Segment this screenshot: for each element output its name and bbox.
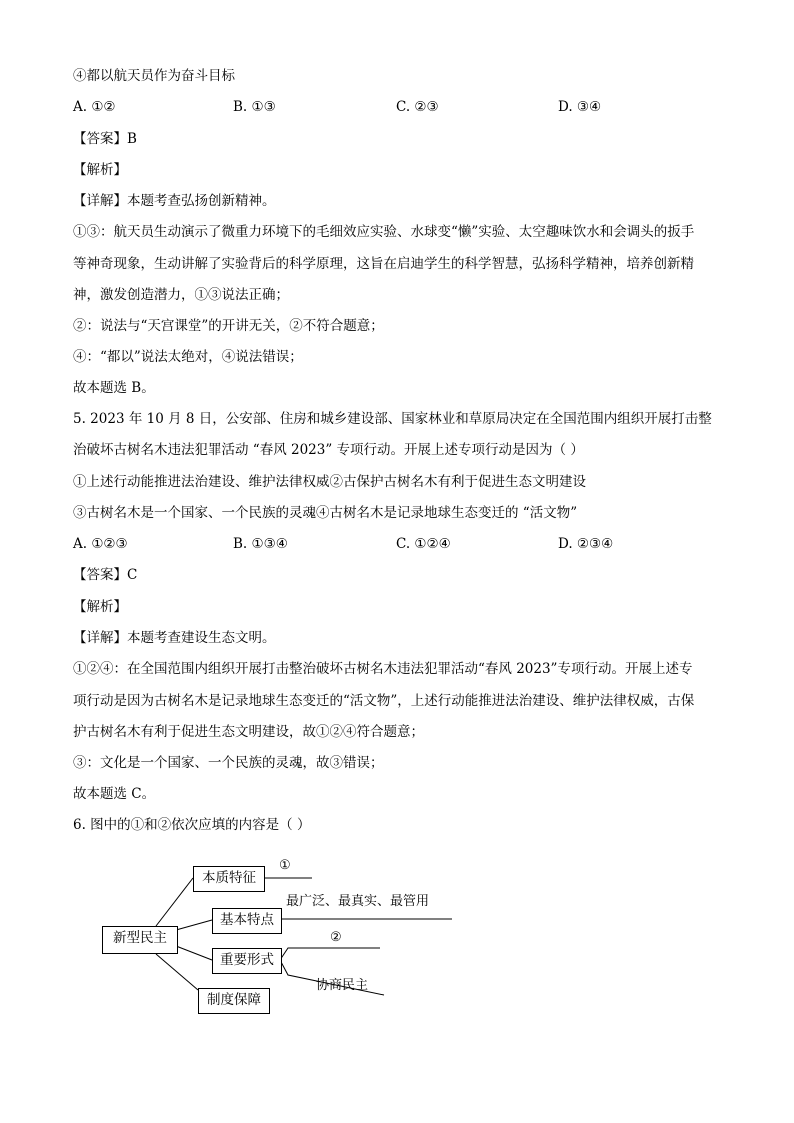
node-branch-1: 本质特征 xyxy=(193,866,265,892)
q5-option-d: D. ②③④ xyxy=(558,536,614,552)
node-branch-2: 基本特点 xyxy=(212,908,282,934)
q5-detail: 【详解】本题考查建设生态文明。 xyxy=(73,630,276,646)
node-center: 新型民主 xyxy=(102,926,178,954)
q5-statements-b: ③古树名木是一个国家、一个民族的灵魂④古树名木是记录地球生态变迁的 “活文物” xyxy=(73,505,578,521)
node-branch-4: 制度保障 xyxy=(198,988,270,1014)
q4-statement-4: ④都以航天员作为奋斗目标 xyxy=(73,68,235,84)
q4-detail: 【详解】本题考查弘扬创新精神。 xyxy=(73,193,276,209)
q5-explanation-1c: 护古树名木有利于促进生态文明建设，故①②④符合题意； xyxy=(73,724,424,740)
blank-2: ② xyxy=(330,930,342,945)
q5-stem-a: 5. 2023 年 10 月 8 日，公安部、住房和城乡建设部、国家林业和草原局决定在全国范围内组织开展打击整 xyxy=(73,411,712,427)
q5-explanation-1b: 项行动是因为古树名木是记录地球生态变迁的“活文物”，上述行动能推进法治建设、维护法律权威，古保 xyxy=(73,693,695,709)
q5-stem-b: 治破坏古树名木违法犯罪活动 “春风 2023” 专项行动。开展上述专项行动是因为（ ） xyxy=(73,442,584,458)
q4-explanation-3: ④：“都以”说法太绝对，④说法错误； xyxy=(73,349,303,365)
q5-conclusion: 故本题选 C。 xyxy=(73,786,156,802)
q4-analysis-heading: 【解析】 xyxy=(73,162,127,178)
branch-3-text: 协商民主 xyxy=(316,978,369,993)
q4-explanation-1c: 神，激发创造潜力，①③说法正确； xyxy=(73,287,289,303)
q4-option-b: B. ①③ xyxy=(233,99,276,115)
q4-option-d: D. ③④ xyxy=(558,99,602,115)
q5-option-b: B. ①③④ xyxy=(233,536,288,552)
q4-explanation-2: ②：说法与“天宫课堂”的开讲无关，②不符合题意； xyxy=(73,318,384,334)
blank-1: ① xyxy=(279,858,291,873)
q5-answer: 【答案】C xyxy=(73,567,138,583)
q6-mind-map xyxy=(98,850,458,1020)
q4-explanation-1a: ①③：航天员生动演示了微重力环境下的毛细效应实验、水球变“懒”实验、太空趣味饮水和会调头的扳手 xyxy=(73,224,695,240)
q5-analysis-heading: 【解析】 xyxy=(73,599,127,615)
q4-option-c: C. ②③ xyxy=(396,99,439,115)
q5-explanation-2: ③：文化是一个国家、一个民族的灵魂，故③错误； xyxy=(73,755,384,771)
node-branch-3: 重要形式 xyxy=(212,948,282,974)
q5-option-a: A. ①②③ xyxy=(73,536,128,552)
q4-explanation-1b: 等神奇现象，生动讲解了实验背后的科学原理，这旨在启迪学生的科学智慧，弘扬科学精神，培养创新精 xyxy=(73,256,694,272)
q5-statements-a: ①上述行动能推进法治建设、维护法律权威②古保护古树名木有利于促进生态文明建设 xyxy=(73,474,586,490)
q5-option-c: C. ①②④ xyxy=(396,536,451,552)
branch-2-text: 最广泛、最真实、最管用 xyxy=(286,894,430,909)
q6-stem: 6. 图中的①和②依次应填的内容是（ ） xyxy=(73,817,311,833)
q4-answer: 【答案】B xyxy=(73,131,137,147)
q4-conclusion: 故本题选 B。 xyxy=(73,380,155,396)
q5-explanation-1a: ①②④：在全国范围内组织开展打击整治破坏古树名木违法犯罪活动“春风 2023”专项行动。开展上述专 xyxy=(73,661,693,677)
q4-option-a: A. ①② xyxy=(73,99,116,115)
